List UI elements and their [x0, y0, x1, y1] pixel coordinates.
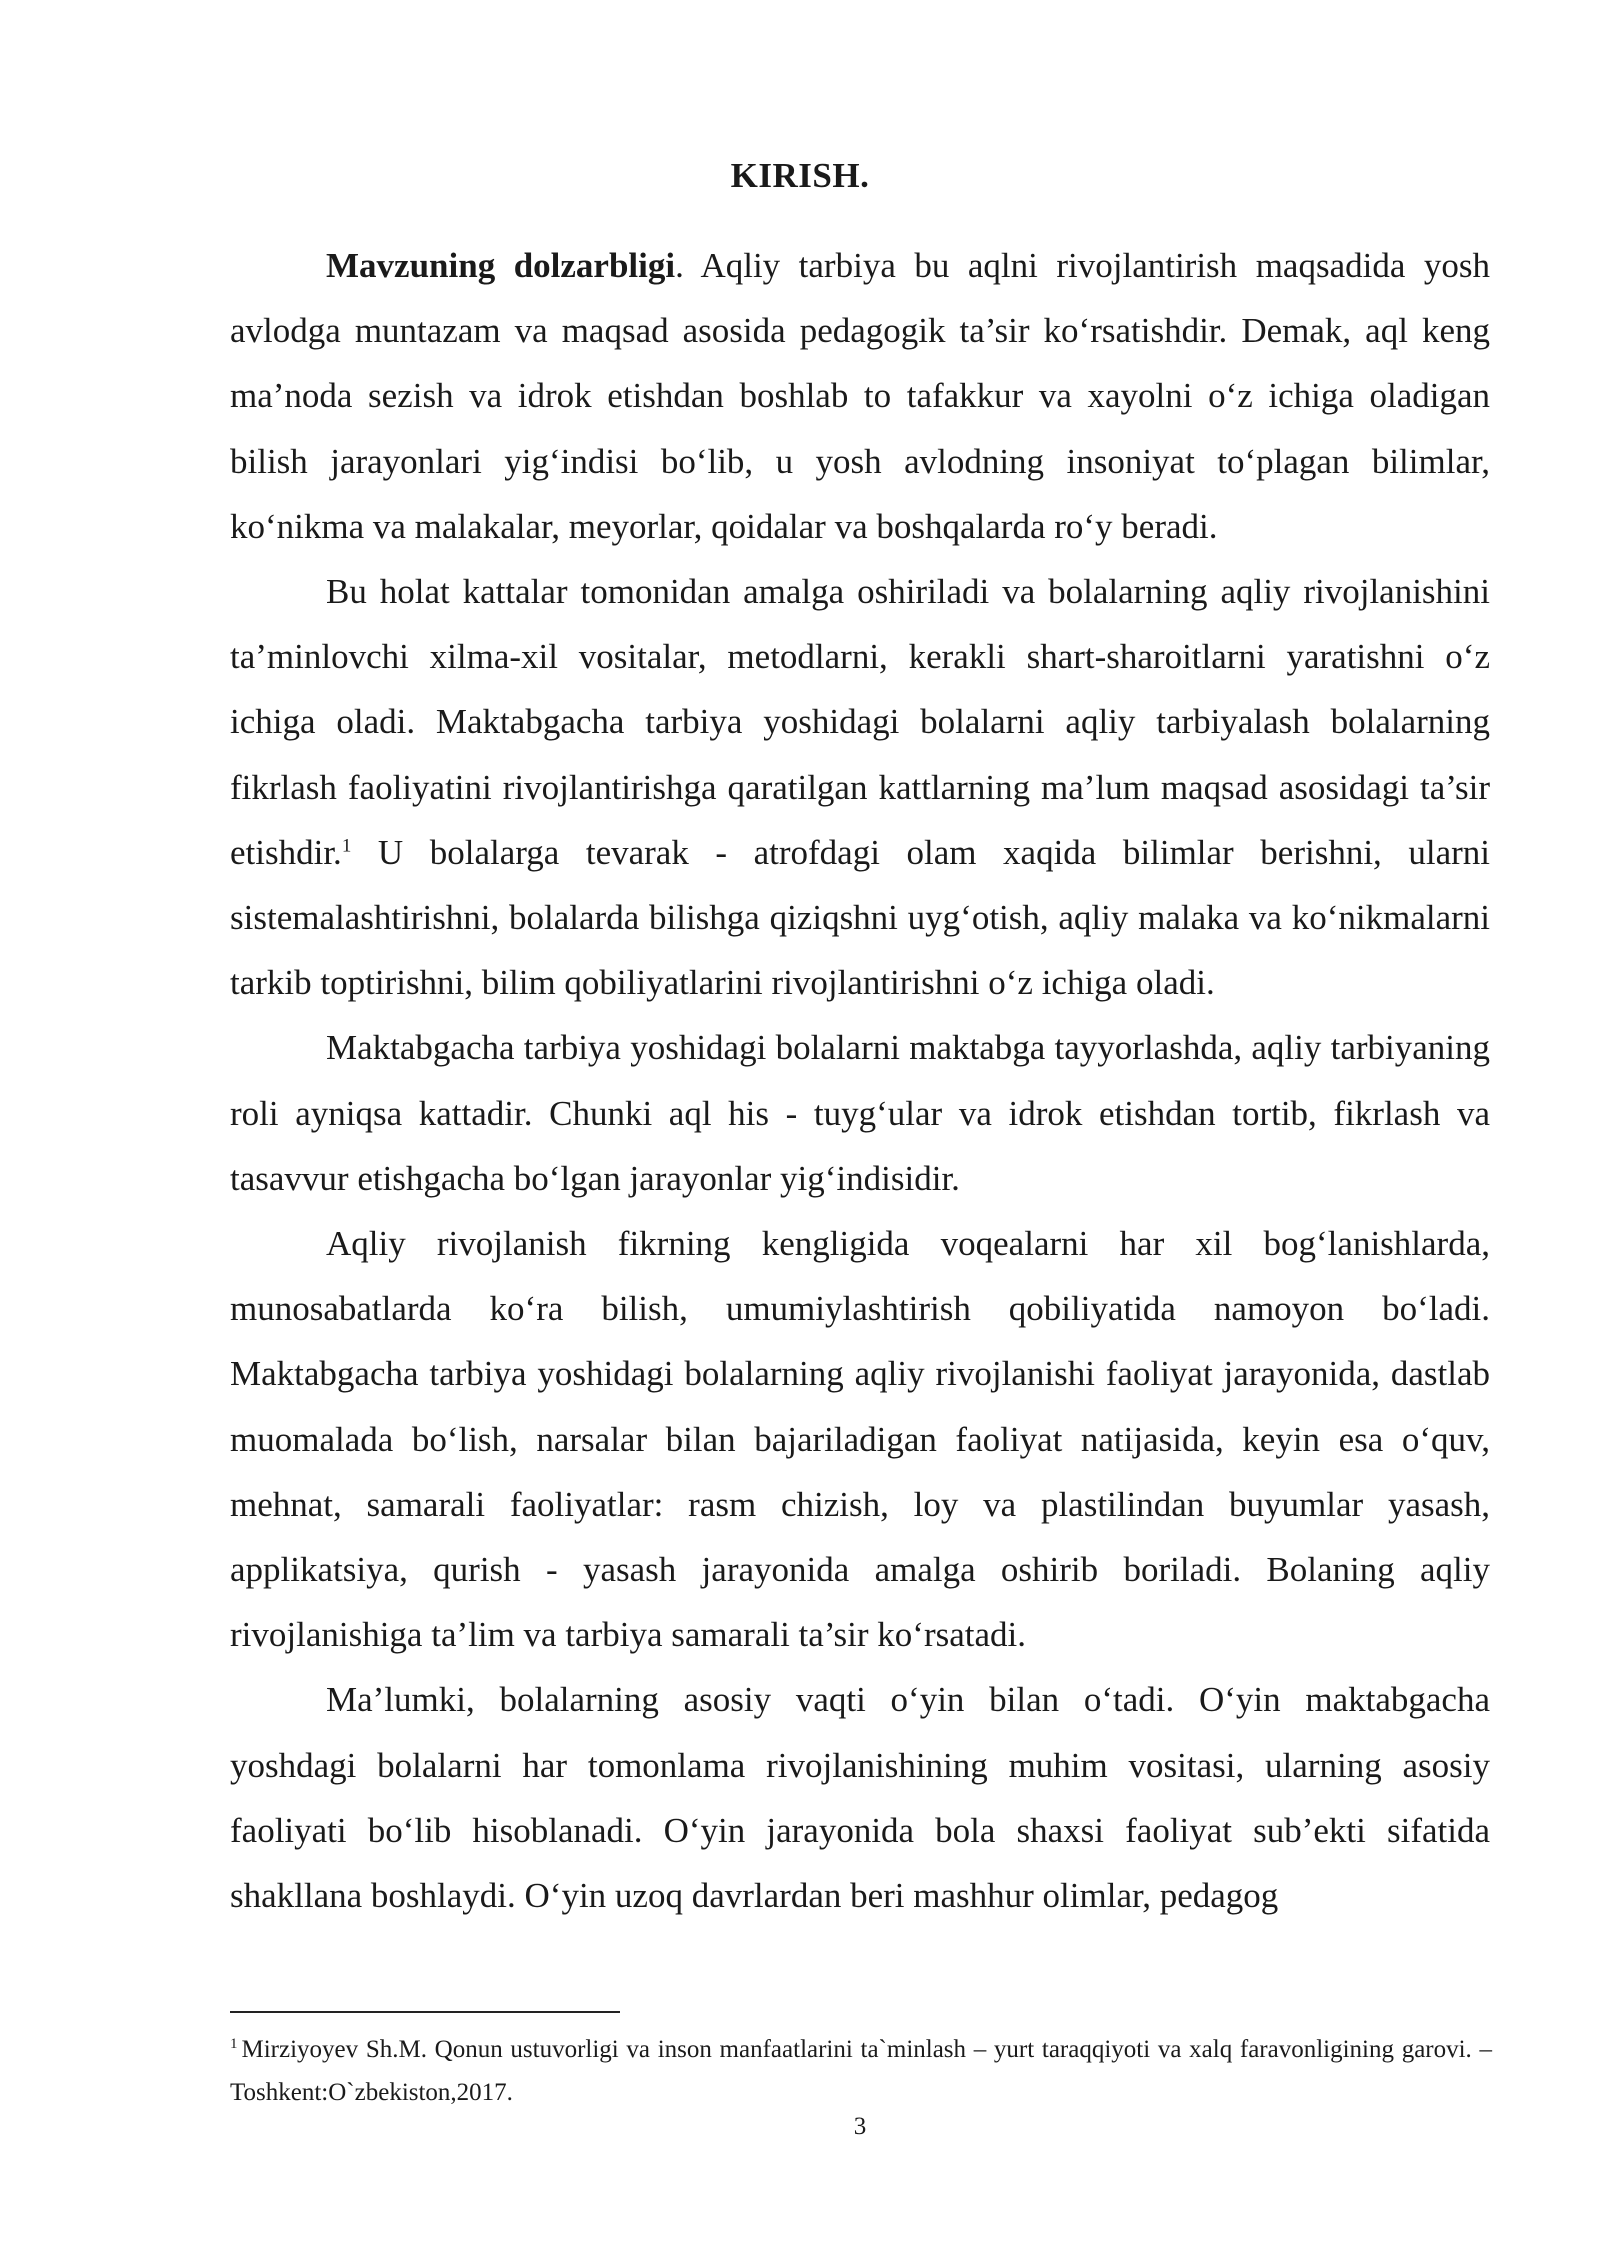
paragraph-5: Ma’lumki, bolalarning asosiy vaqti oʻyin bilan oʻtadi. Oʻyin maktabgacha yoshdagi bolalarni har tomonlama rivojlanishining muhim vositasi, ularning asosiy faoliyati boʻlib hisoblanadi. Oʻyin jarayonida bola shaxsi faoliyat sub’ekti sifatida shakllana boshlaydi. Oʻyin uzoq davrlardan beri mashhur olimlar, pedagog: [230, 1680, 1490, 1916]
paragraph-2-text-after-ref: U bolalarga tevarak - atrofdagi olam xaqida bilimlar berishni, ularni sistemalashtirishni, bolalarda bilishga qiziqshni uygʻotish, aqliy malaka va koʻnikmalarni tarkib toptirishni, bilim qobiliyatlarini rivojlantirishni oʻz ichiga oladi.: [230, 832, 1490, 1003]
body-text: [230, 233, 1490, 1928]
paragraph-2: [230, 559, 1490, 1015]
page-title: KIRISH.: [730, 156, 870, 195]
paragraph-1-text: . Aqliy tarbiya bu aqlni rivojlantirish maqsadida yosh avlodga muntazam va maqsad asosida pedagogik ta’sir koʻrsatishdir. Demak, aql keng ma’noda sezish va idrok etishdan boshlab to tafakkur va xayolni oʻz ichiga oladigan bilish jarayonlari yigʻindisi boʻlib, u yosh avlodning insoniyat toʻplagan bilimlar, koʻnikma va malakalar, meyorlar, qoidalar va boshqalarda roʻy beradi.: [230, 246, 1490, 546]
footnote-marker: 1: [230, 2035, 238, 2052]
paragraph-2-text-before-ref: Bu holat kattalar tomonidan amalga oshiriladi va bolalarning aqliy rivojlanishini ta’minlovchi xilma-xil vositalar, metodlarni, kerakli shart-sharoitlarni yaratishni oʻz ichiga oladi. Maktabgacha tarbiya yoshidagi bolalarni aqliy tarbiyalash bolalarning fikrlash faoliyatini rivojlantirishga qaratilgan kattlarning ma’lum maqsad asosidagi ta’sir etishdir.: [230, 572, 1490, 872]
paragraph-3: Maktabgacha tarbiya yoshidagi bolalarni maktabga tayyorlashda, aqliy tarbiyaning roli ayniqsa kattadir. Chunki aql his - tuygʻular va idrok etishdan tortib, fikrlash va tasavvur etishgacha boʻlgan jarayonlar yigʻindisidir.: [230, 1028, 1490, 1198]
footnote: [230, 2028, 1492, 2114]
footnote-reference[interactable]: 1: [341, 835, 352, 857]
paragraph-1: [230, 233, 1490, 559]
footnote-text: Mirziyoyev Sh.M. Qonun ustuvorligi va inson manfaatlarini ta`minlash – yurt taraqqiyoti va xalq faravonligining garovi. – Toshkent:O`zbekiston,2017.: [230, 2036, 1492, 2106]
footnote-separator: [230, 2011, 620, 2013]
paragraph-1-lead: Mavzuning dolzarbligi: [326, 246, 676, 285]
page-number: 3: [853, 2113, 867, 2140]
paragraph-4: Aqliy rivojlanish fikrning kengligida voqealarni har xil bogʻlanishlarda, munosabatlarda koʻra bilish, umumiylashtirish qobiliyatida namoyon boʻladi. Maktabgacha tarbiya yoshidagi bolalarning aqliy rivojlanishi faoliyat jarayonida, dastlab muomalada boʻlish, narsalar bilan bajariladigan faoliyat natijasida, keyin esa oʻquv, mehnat, samarali faoliyatlar: rasm chizish, loy va plastilindan buyumlar yasash, applikatsiya, qurish - yasash jarayonida amalga oshirib boriladi. Bolaning aqliy rivojlanishiga ta’lim va tarbiya samarali ta’sir koʻrsatadi.: [230, 1224, 1490, 1655]
